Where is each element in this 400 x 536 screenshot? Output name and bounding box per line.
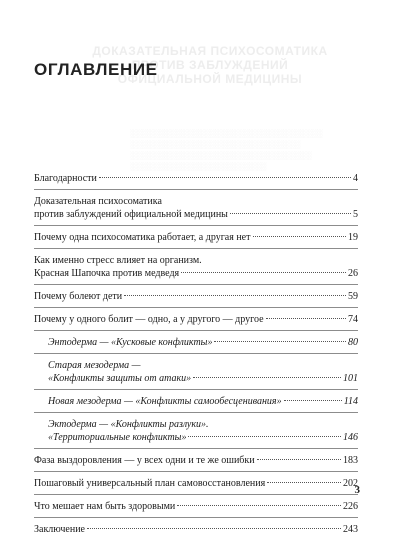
toc-entry[interactable] xyxy=(34,336,358,349)
toc-entry[interactable] xyxy=(34,172,358,185)
toc-separator xyxy=(34,448,358,449)
toc-entry-line xyxy=(34,267,358,280)
toc-entry-line xyxy=(34,172,358,185)
toc-entry-line xyxy=(34,500,358,513)
toc-separator xyxy=(34,284,358,285)
toc-entry[interactable] xyxy=(34,231,358,244)
toc-entry[interactable] xyxy=(34,195,358,221)
toc-separator xyxy=(34,189,358,190)
toc-entry-title: «Конфликты защиты от атаки» xyxy=(48,373,192,384)
toc-entry-line xyxy=(48,336,358,349)
toc-entry-line xyxy=(34,231,358,244)
page-number: 3 xyxy=(354,484,360,496)
toc-page-number: 5 xyxy=(353,209,358,220)
toc-page-number: 101 xyxy=(343,373,358,384)
toc-separator xyxy=(34,307,358,308)
toc-leader-dots xyxy=(181,272,346,273)
toc-separator xyxy=(34,412,358,413)
toc-leader-dots xyxy=(230,213,351,214)
table-of-contents xyxy=(34,172,358,536)
toc-entry-title: «Территориальные конфликты» xyxy=(48,432,187,443)
toc-entry-title: Фаза выздоровления — у всех одни и те же ошибки xyxy=(34,455,255,466)
toc-page-number: 226 xyxy=(343,501,358,512)
bleed-through-heading: ДОКАЗАТЕЛЬНАЯ ПСИХОСОМАТИКА ПРОТИВ ЗАБЛУЖДЕНИЙ ОФИЦИАЛЬНОЙ МЕДИЦИНЫ xyxy=(92,44,328,86)
toc-entry[interactable] xyxy=(34,290,358,303)
toc-page-number: 19 xyxy=(348,232,358,243)
toc-entry-title: Эктодерма — «Конфликты разлуки». xyxy=(48,419,209,430)
toc-entry-line xyxy=(34,208,358,221)
toc-entry-title: Почему у одного болит — одно, а у другого — другое xyxy=(34,314,264,325)
toc-entry[interactable] xyxy=(34,454,358,467)
toc-separator xyxy=(34,248,358,249)
toc-entry-title: Пошаговый универсальный план самовосстановления xyxy=(34,478,266,489)
toc-entry-line xyxy=(48,359,358,372)
toc-separator xyxy=(34,471,358,472)
toc-entry[interactable] xyxy=(34,359,358,385)
toc-page-number: 114 xyxy=(343,396,358,407)
toc-page-number: 146 xyxy=(343,432,358,443)
toc-leader-dots xyxy=(99,177,351,178)
toc-leader-dots xyxy=(284,400,342,401)
toc-entry-line xyxy=(34,313,358,326)
toc-page-number: 59 xyxy=(348,291,358,302)
toc-entry-title: Почему одна психосоматика работает, а другая нет xyxy=(34,232,251,243)
toc-leader-dots xyxy=(193,377,341,378)
toc-entry-line xyxy=(34,254,358,267)
toc-page-number: 80 xyxy=(348,337,358,348)
toc-entry-title: Что мешает нам быть здоровыми xyxy=(34,501,176,512)
toc-entry-line xyxy=(48,395,358,408)
bleed-through-text: ░░░░░░░░░░░░░░░░░░░░░░░░░░░░░░░░░░ ░░░░░░░░░░░░░░░░░░░░░░░░░░░░░░ ░░░░░░░░░░░░░░░░░░░░░░░░░░░░░░░░ ░░░░░░░░░░░░░░░░░░░░░░░░ xyxy=(130,129,323,171)
toc-separator xyxy=(34,353,358,354)
toc-entry-line xyxy=(34,454,358,467)
toc-separator xyxy=(34,389,358,390)
toc-entry-title: Почему болеют дети xyxy=(34,291,123,302)
toc-entry-title: Новая мезодерма — «Конфликты самообесценивания» xyxy=(48,396,282,407)
toc-entry-line xyxy=(34,195,358,208)
page-title: ОГЛАВЛЕНИЕ xyxy=(34,60,158,79)
toc-entry[interactable] xyxy=(34,523,358,536)
toc-leader-dots xyxy=(177,505,341,506)
toc-page-number: 183 xyxy=(343,455,358,466)
toc-entry-title: Энтодерма — «Кусковые конфликты» xyxy=(48,337,213,348)
toc-separator xyxy=(34,494,358,495)
toc-entry-title: Заключение xyxy=(34,524,85,535)
toc-leader-dots xyxy=(124,295,346,296)
toc-separator xyxy=(34,330,358,331)
toc-entry[interactable] xyxy=(34,477,358,490)
toc-page-number: 4 xyxy=(353,173,358,184)
toc-entry[interactable] xyxy=(34,313,358,326)
toc-page-number: 243 xyxy=(343,524,358,535)
toc-entry-title: против заблуждений официальной медицины xyxy=(34,209,228,220)
toc-leader-dots xyxy=(188,436,341,437)
toc-leader-dots xyxy=(87,528,341,529)
toc-entry[interactable] xyxy=(34,254,358,280)
toc-page-number: 26 xyxy=(348,268,358,279)
toc-leader-dots xyxy=(266,318,346,319)
toc-entry[interactable] xyxy=(34,500,358,513)
toc-separator xyxy=(34,225,358,226)
toc-entry-title: Как именно стресс влияет на организм. xyxy=(34,255,202,266)
toc-entry-line xyxy=(34,477,358,490)
toc-entry-line xyxy=(48,372,358,385)
toc-leader-dots xyxy=(267,482,341,483)
toc-entry-line xyxy=(34,290,358,303)
toc-entry[interactable] xyxy=(34,395,358,408)
toc-page-number: 74 xyxy=(348,314,358,325)
toc-entry-title: Старая мезодерма — xyxy=(48,360,141,371)
toc-entry-title: Доказательная психосоматика xyxy=(34,196,162,207)
toc-leader-dots xyxy=(257,459,341,460)
toc-entry-line xyxy=(34,523,358,536)
toc-leader-dots xyxy=(214,341,346,342)
toc-separator xyxy=(34,517,358,518)
toc-entry-line xyxy=(48,418,358,431)
toc-leader-dots xyxy=(253,236,347,237)
toc-entry-title: Благодарности xyxy=(34,173,97,184)
toc-entry[interactable] xyxy=(34,418,358,444)
toc-entry-title: Красная Шапочка против медведя xyxy=(34,268,180,279)
toc-entry-line xyxy=(48,431,358,444)
toc-page-number: 202 xyxy=(343,478,358,489)
